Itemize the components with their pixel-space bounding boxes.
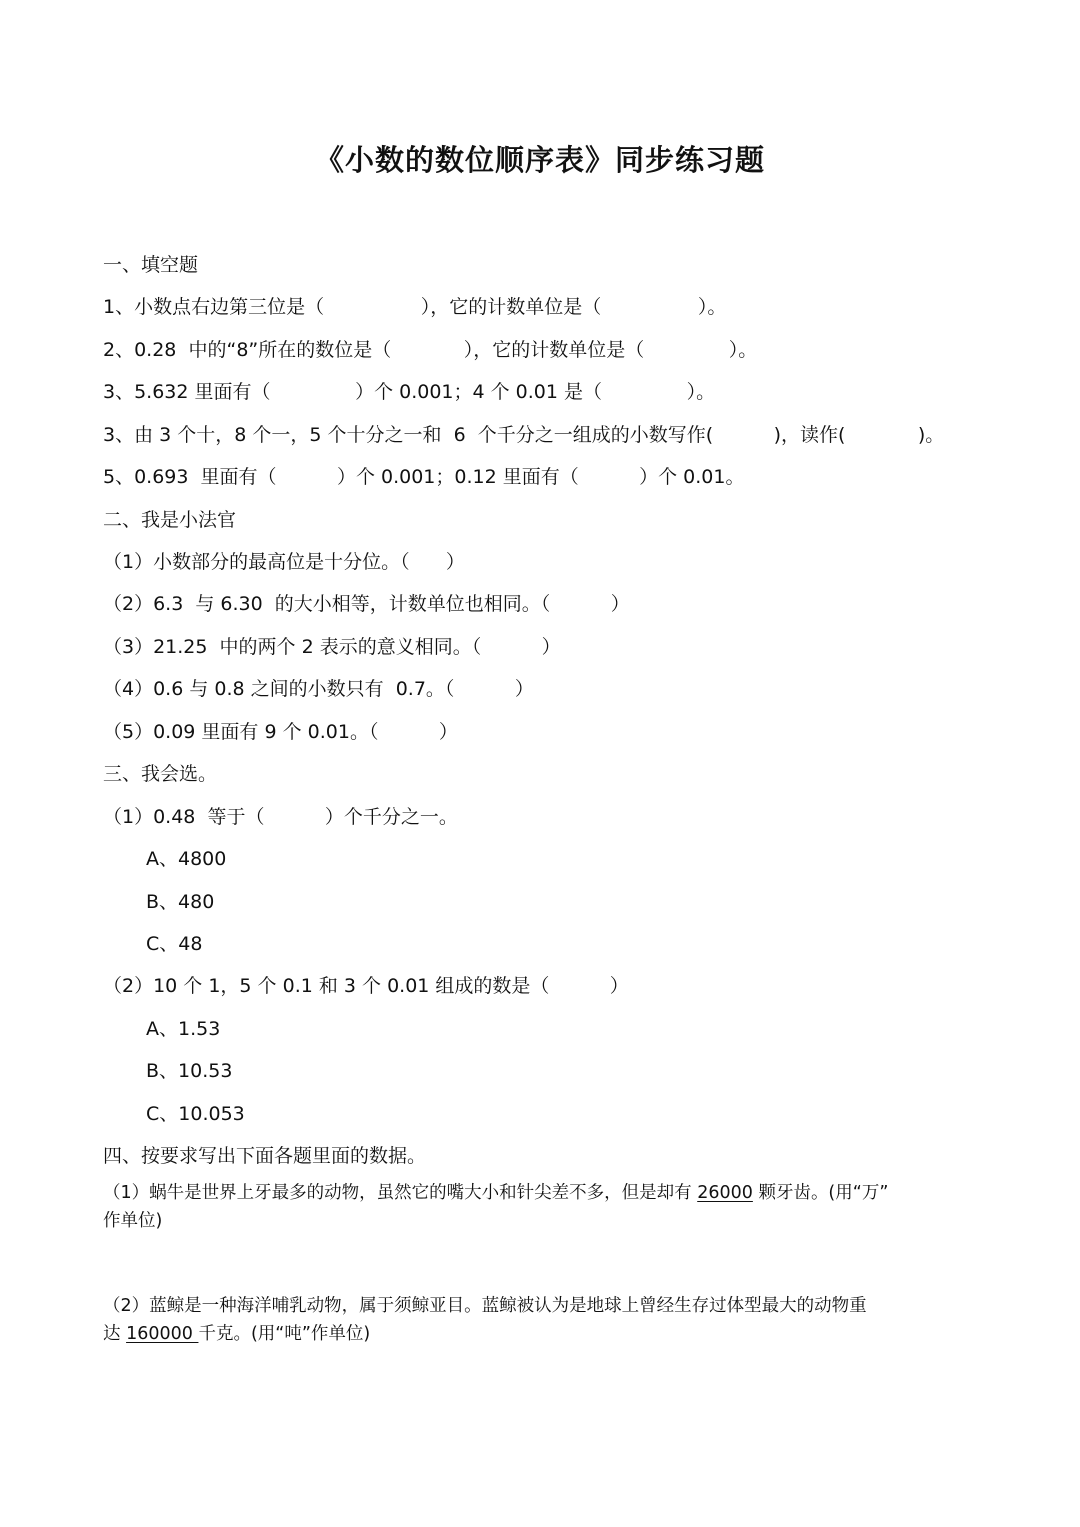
judge-item-5: （5）0.09 里面有 9 个 0.01。（ ） bbox=[103, 721, 458, 743]
data-question-2-number: 160000 bbox=[126, 1324, 199, 1344]
choice-2-option-a: A、1.53 bbox=[146, 1018, 221, 1040]
data-question-2-line-2 bbox=[103, 1321, 370, 1347]
data-question-2-post: 千克。(用“吨”作单位) bbox=[198, 1324, 371, 1344]
choice-2-option-b: B、10.53 bbox=[146, 1060, 233, 1082]
choice-1-option-b: B、480 bbox=[146, 891, 215, 913]
choice-1-option-a: A、4800 bbox=[146, 848, 227, 870]
data-question-1-line-2: 作单位) bbox=[103, 1211, 163, 1231]
choice-2-option-c: C、10.053 bbox=[146, 1103, 245, 1125]
fill-blank-item-3: 3、5.632 里面有（ ）个 0.001；4 个 0.01 是（ ）。 bbox=[103, 381, 716, 403]
data-question-1-post: 颗牙齿。(用“万” bbox=[752, 1183, 889, 1203]
page-title: 《小数的数位顺序表》同步练习题 bbox=[314, 143, 765, 177]
judge-item-3: （3）21.25 中的两个 2 表示的意义相同。（ ） bbox=[103, 636, 561, 658]
fill-blank-item-2: 2、0.28 中的“8”所在的数位是（ ），它的计数单位是（ ）。 bbox=[103, 339, 758, 361]
judge-item-4: （4）0.6 与 0.8 之间的小数只有 0.7。（ ） bbox=[103, 678, 534, 700]
fill-blank-item-1: 1、小数点右边第三位是（ ），它的计数单位是（ ）。 bbox=[103, 296, 727, 318]
section-4-heading: 四、按要求写出下面各题里面的数据。 bbox=[103, 1145, 427, 1167]
fill-blank-item-5: 5、0.693 里面有（ ）个 0.001；0.12 里面有（ ）个 0.01。 bbox=[103, 466, 745, 488]
judge-item-1: （1）小数部分的最高位是十分位。（ ） bbox=[103, 551, 465, 573]
choice-1-option-c: C、48 bbox=[146, 933, 203, 955]
section-2-heading: 二、我是小法官 bbox=[103, 509, 237, 531]
choice-question-1: （1）0.48 等于（ ）个千分之一。 bbox=[103, 806, 458, 828]
data-question-1-line-1 bbox=[103, 1180, 888, 1206]
fill-blank-item-4: 3、由 3 个十，8 个一，5 个十分之一和 6 个千分之一组成的小数写作( )，读作( )。 bbox=[103, 424, 945, 446]
data-question-2-pre: 达 bbox=[103, 1324, 127, 1344]
section-1-heading: 一、填空题 bbox=[103, 254, 199, 276]
judge-item-2: （2）6.3 与 6.30 的大小相等，计数单位也相同。（ ） bbox=[103, 593, 630, 615]
section-3-heading: 三、我会选。 bbox=[103, 763, 218, 785]
choice-question-2: （2）10 个 1，5 个 0.1 和 3 个 0.01 组成的数是（ ） bbox=[103, 975, 629, 997]
data-question-1-number: 26000 bbox=[697, 1183, 753, 1203]
data-question-2-line-1: （2）蓝鲸是一种海洋哺乳动物，属于须鲸亚目。蓝鲸被认为是地球上曾经生存过体型最大的动物重 bbox=[103, 1296, 867, 1316]
data-question-1-pre: （1）蜗牛是世界上牙最多的动物，虽然它的嘴大小和针尖差不多，但是却有 bbox=[103, 1183, 698, 1203]
